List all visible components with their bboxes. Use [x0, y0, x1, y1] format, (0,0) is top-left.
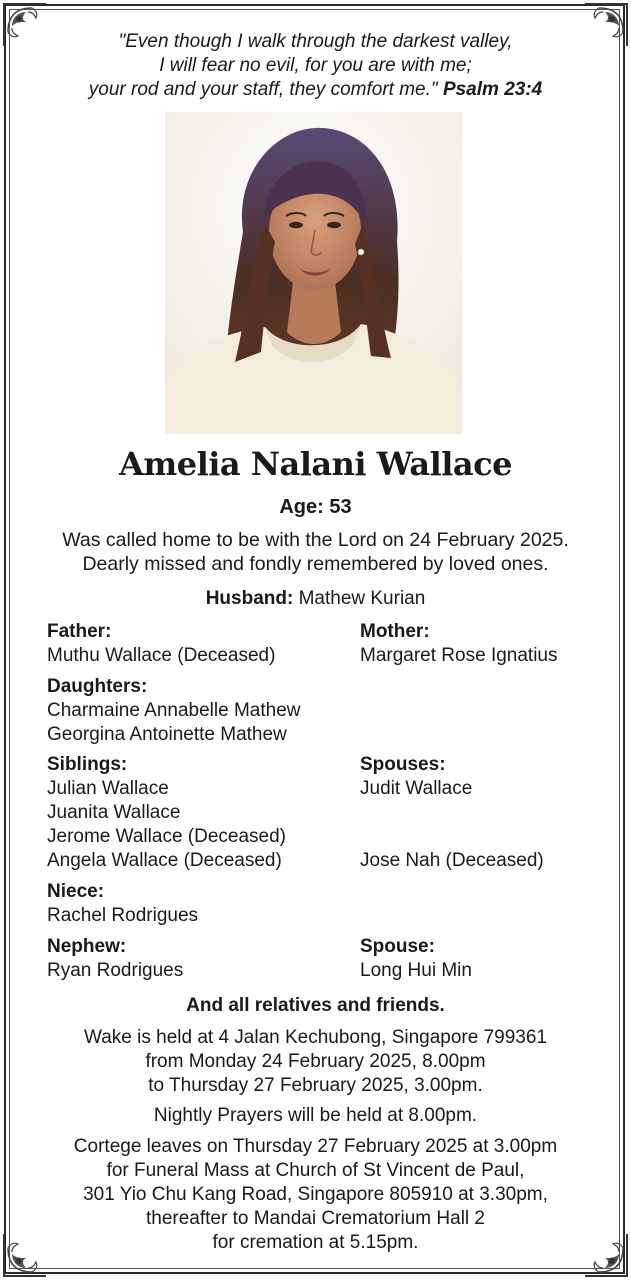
cortege-details — [0, 1135, 631, 1255]
wake-line: from Monday 24 February 2025, 8.00pm — [145, 1051, 486, 1072]
father-name: Muthu Wallace (Deceased) — [47, 645, 276, 666]
bible-verse — [0, 30, 631, 102]
daughters-section — [47, 675, 301, 747]
relatives-note: And all relatives and friends. — [186, 995, 445, 1016]
wake-details — [0, 1026, 631, 1098]
husband — [0, 587, 631, 611]
siblings-section — [47, 753, 286, 873]
age-label: Age: — [279, 496, 324, 518]
niece-name: Rachel Rodrigues — [47, 905, 199, 926]
mother-section — [360, 620, 558, 668]
nephew-label: Nephew: — [47, 936, 127, 957]
spouse-name: Judit Wallace — [360, 778, 473, 799]
nephew-spouse-label: Spouse: — [360, 936, 435, 957]
wake-line: to Thursday 27 February 2025, 3.00pm. — [148, 1075, 483, 1096]
cortege-line: Cortege leaves on Thursday 27 February 2025 at 3.00pm — [73, 1136, 558, 1157]
portrait-illustration — [165, 112, 462, 434]
sibling-name: Juanita Wallace — [47, 802, 181, 823]
sibling-name: Julian Wallace — [47, 778, 169, 799]
nephew-spouse-name: Long Hui Min — [360, 960, 472, 981]
father-section — [47, 620, 275, 668]
cortege-line: for cremation at 5.15pm. — [212, 1232, 419, 1253]
sibling-name: Jerome Wallace (Deceased) — [47, 826, 286, 847]
niece-section — [47, 880, 198, 928]
verse-line: "Even though I walk through the darkest valley, — [118, 31, 513, 52]
sibling-name: Angela Wallace (Deceased) — [47, 850, 282, 871]
nephew-spouse-section — [360, 935, 472, 983]
spouse-name-row — [360, 849, 544, 873]
husband-name: Mathew Kurian — [298, 588, 426, 609]
verse-line: I will fear no evil, for you are with me; — [159, 55, 472, 76]
age-value: 53 — [329, 496, 352, 518]
spouses-section — [360, 753, 472, 801]
daughter-name: Georgina Antoinette Mathew — [47, 724, 287, 745]
husband-label: Husband: — [205, 588, 294, 609]
portrait-photo — [165, 112, 462, 434]
niece-label: Niece: — [47, 881, 105, 902]
cortege-line: for Funeral Mass at Church of St Vincent de Paul, — [106, 1160, 525, 1181]
wake-line: Wake is held at 4 Jalan Kechubong, Singapore 799361 — [83, 1027, 547, 1048]
message-line: Was called home to be with the Lord on 24 February 2025. — [62, 529, 569, 551]
nephew-name: Ryan Rodrigues — [47, 960, 184, 981]
verse-line: your rod and your staff, they comfort me." — [88, 79, 438, 100]
cortege-line: 301 Yio Chu Kang Road, Singapore 805910 at 3.30pm, — [83, 1184, 548, 1205]
deceased-name: Amelia Nalani Wallace — [119, 445, 512, 483]
mother-label: Mother: — [360, 621, 430, 642]
verse-reference: Psalm 23:4 — [442, 79, 543, 100]
cortege-line: thereafter to Mandai Crematorium Hall 2 — [146, 1208, 485, 1229]
daughter-name: Charmaine Annabelle Mathew — [47, 700, 301, 721]
spouse-name: Jose Nah (Deceased) — [360, 850, 544, 871]
age — [0, 494, 631, 520]
mother-name: Margaret Rose Ignatius — [360, 645, 558, 666]
nightly-prayers: Nightly Prayers will be held at 8.00pm. — [153, 1105, 478, 1126]
father-label: Father: — [47, 621, 112, 642]
memorial-message — [0, 528, 631, 576]
siblings-label: Siblings: — [47, 754, 128, 775]
message-line: Dearly missed and fondly remembered by loved ones. — [82, 553, 549, 575]
daughters-label: Daughters: — [47, 676, 148, 697]
nephew-section — [47, 935, 183, 983]
spouses-label: Spouses: — [360, 754, 446, 775]
